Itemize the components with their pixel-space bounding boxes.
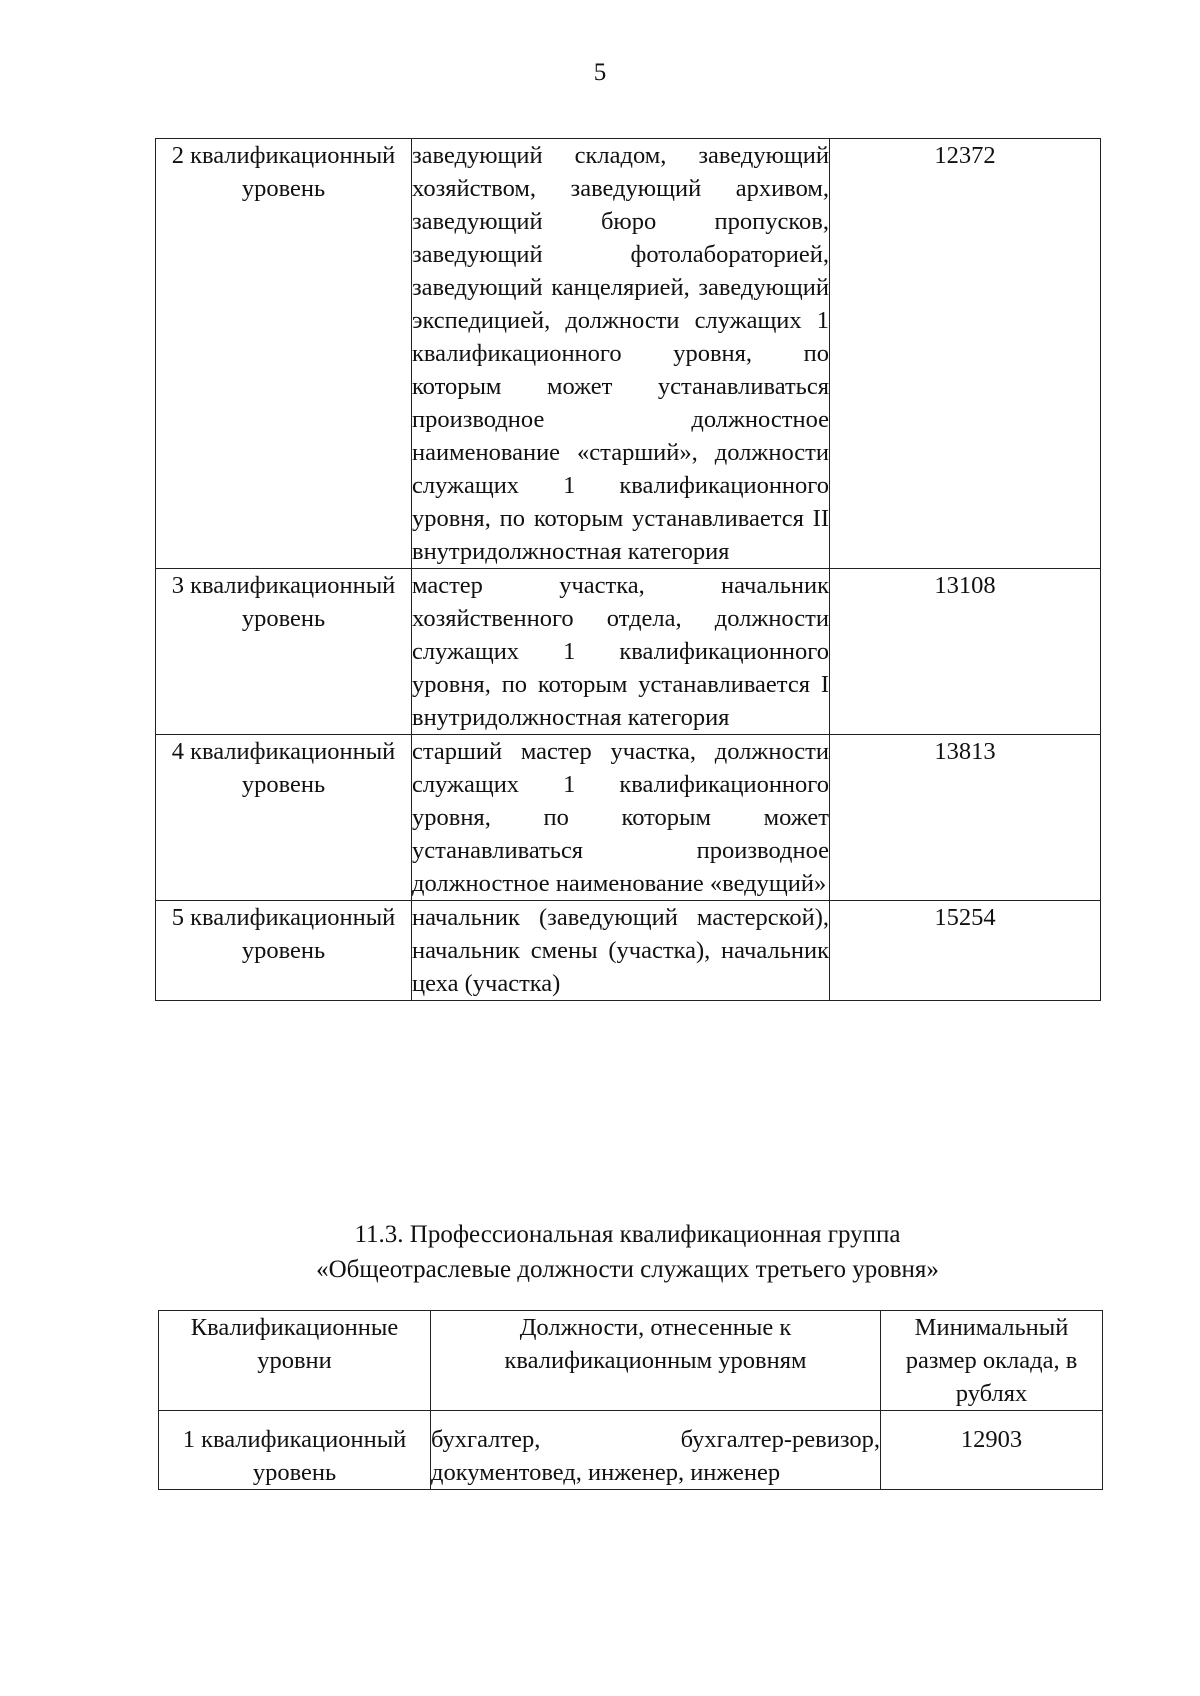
table-row xyxy=(156,139,1101,569)
salary-cell: 15254 xyxy=(830,901,1101,1001)
positions-cell: начальник (заведующий мастерской), начальник смены (участка), начальник цеха (участка) xyxy=(412,901,830,1001)
table-row xyxy=(156,901,1101,1001)
salary-cell: 12372 xyxy=(830,139,1101,569)
table-row xyxy=(159,1411,1103,1490)
salary-cell: 13813 xyxy=(830,735,1101,901)
salary-cell: 12903 xyxy=(881,1411,1103,1490)
table-row xyxy=(156,569,1101,735)
qualification-level-cell: 3 квалификационный уровень xyxy=(156,569,412,735)
section-title xyxy=(155,1217,1100,1287)
section-title-line-1: 11.3. Профессиональная квалификационная группа xyxy=(354,1221,901,1248)
positions-cell: заведующий складом, заведующий хозяйством, заведующий архивом, заведующий бюро пропусков, заведующий фотолабораторией, заведующий канцелярией, заведующий экспедицией, должности служащих 1 квалификационного уровня, по которым может устанавливаться производное должностное наименование «старший», должности служащих 1 квалификационного уровня, по которым устанавливается II внутридолжностная категория xyxy=(412,139,830,569)
column-header-salary: Минимальный размер оклада, в рублях xyxy=(881,1311,1103,1411)
section-title-line-2: «Общеотраслевые должности служащих третьего уровня» xyxy=(316,1256,939,1283)
qualification-level-cell: 4 квалификационный уровень xyxy=(156,735,412,901)
qualification-level-cell: 1 квалификационный уровень xyxy=(159,1411,431,1490)
column-header-levels: Квалификационные уровни xyxy=(159,1311,431,1411)
page-number: 5 xyxy=(593,59,607,86)
table-header-row xyxy=(159,1311,1103,1411)
salary-table-third-level xyxy=(158,1310,1103,1490)
positions-cell: бухгалтер, бухгалтер-ревизор, документовед, инженер, инженер xyxy=(431,1411,881,1490)
qualification-level-cell: 2 квалификационный уровень xyxy=(156,139,412,569)
positions-cell: мастер участка, начальник хозяйственного отдела, должности служащих 1 квалификационного уровня, по которым устанавливается I внутридолжностная категория xyxy=(412,569,830,735)
qualification-level-cell: 5 квалификационный уровень xyxy=(156,901,412,1001)
salary-cell: 13108 xyxy=(830,569,1101,735)
column-header-positions: Должности, отнесенные к квалификационным уровням xyxy=(431,1311,881,1411)
positions-cell: старший мастер участка, должности служащих 1 квалификационного уровня, по которым может устанавливаться производное должностное наименование «ведущий» xyxy=(412,735,830,901)
salary-table-continued xyxy=(155,138,1101,1001)
table-row xyxy=(156,735,1101,901)
